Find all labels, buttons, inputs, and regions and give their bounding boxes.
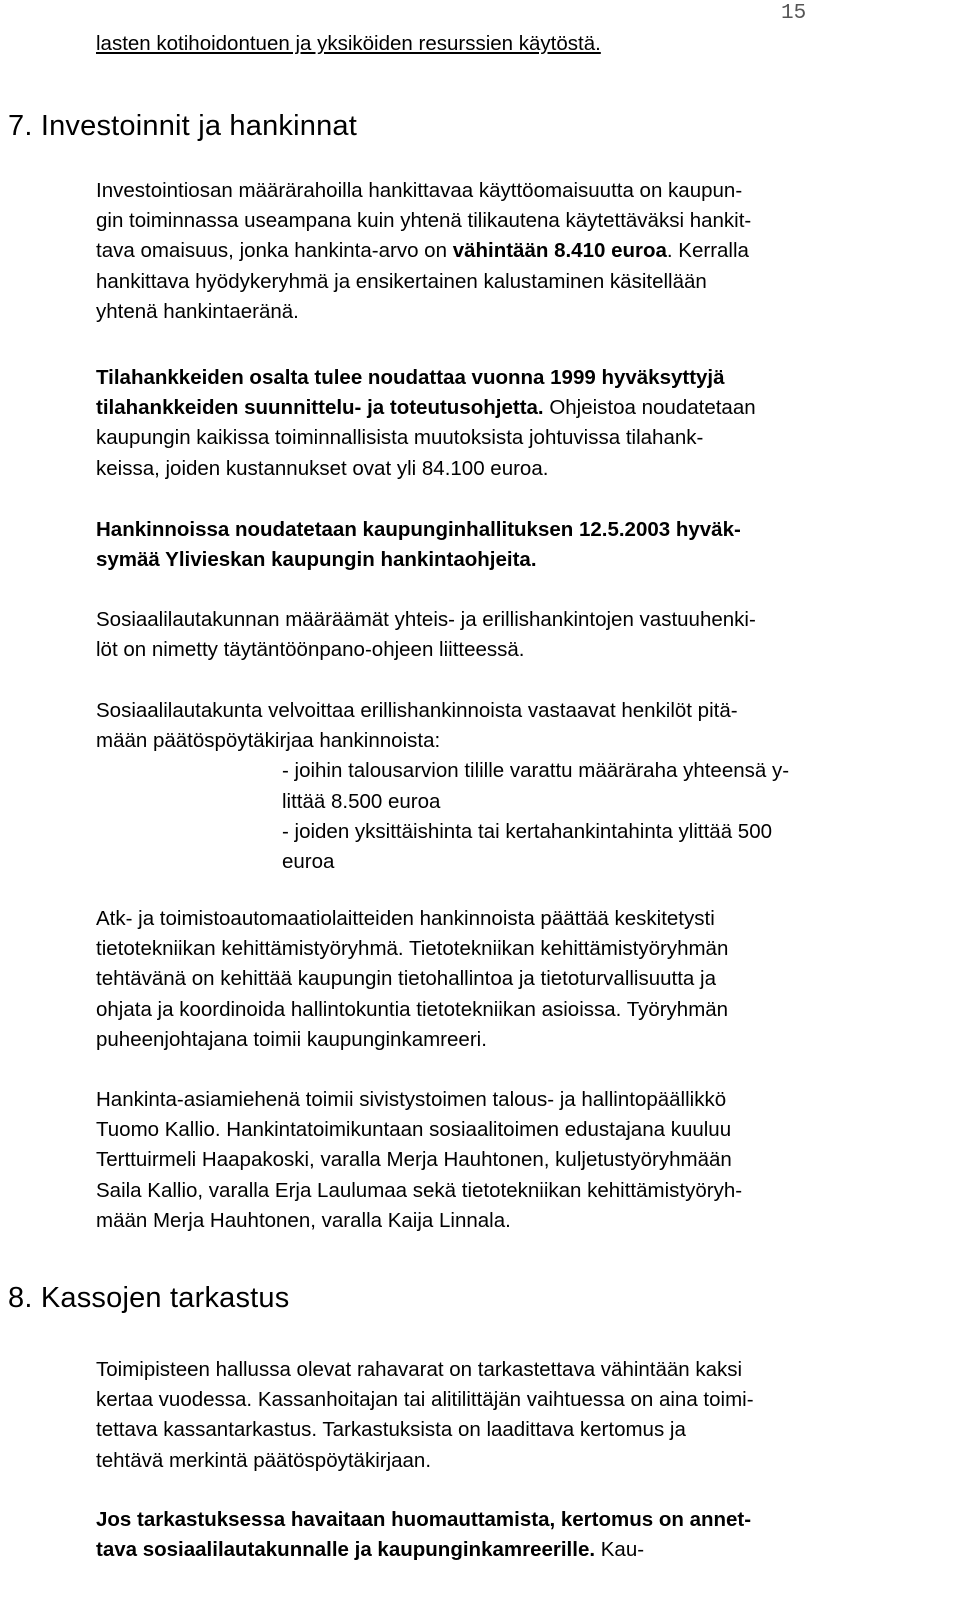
text-line: ohjata ja koordinoida hallintokuntia tietotekniikan asioissa. Työryhmän [96, 997, 729, 1021]
list-item-continuation: euroa [282, 850, 335, 874]
text-run: Kau- [595, 1538, 645, 1562]
bold-text-line: symää Ylivieskan kaupungin hankintaohjeita. [96, 548, 537, 572]
text-line: Atk- ja toimistoautomaatiolaitteiden hankinnoista päättää keskitetysti [96, 907, 715, 930]
text-line: mään päätöspöytäkirjaa hankinnoista: [96, 729, 441, 753]
section-7-heading: 7. Investoinnit ja hankinnat [8, 110, 357, 142]
text-line: Tuomo Kallio. Hankintatoimikuntaan sosiaalitoimen edustajana kuuluu [96, 1118, 732, 1142]
text-line: Hankinta-asiamiehenä toimii sivistystoimen talous- ja hallintopäällikkö [96, 1088, 727, 1111]
text-line: mään Merja Hauhtonen, varalla Kaija Linnala. [96, 1208, 511, 1232]
text-run: tava omaisuus, jonka hankinta-arvo on [96, 239, 453, 263]
text-line: Investointiosan määrärahoilla hankittavaa käyttöomaisuutta on kaupun- [96, 179, 743, 202]
bold-text-line: Tilahankkeiden osalta tulee noudattaa vuonna 1999 hyväksyttyjä [96, 366, 725, 389]
bold-text-line: Hankinnoissa noudatetaan kaupunginhallituksen 12.5.2003 hyväk- [96, 518, 741, 541]
text-run: . Kerralla [666, 239, 749, 263]
paragraph-responsible-persons [96, 605, 941, 665]
text-line: tietotekniikan kehittämistyöryhmä. Tietotekniikan kehittämistyöryhmän [96, 937, 729, 961]
text-line: keissa, joiden kustannukset ovat yli 84.100 euroa. [96, 456, 549, 480]
text-line: yhtenä hankintaeränä. [96, 299, 299, 323]
section-8-heading: 8. Kassojen tarkastus [8, 1282, 290, 1314]
paragraph-procurement-guidelines [96, 515, 941, 575]
text-line: Toimipisteen hallussa olevat rahavarat on tarkastettava vähintään kaksi [96, 1358, 743, 1381]
paragraph-cash-audit [96, 1355, 941, 1476]
paragraph-space-projects [96, 363, 941, 484]
paragraph-procurement-agents [96, 1085, 941, 1236]
bold-text: vähintään 8.410 euroa [452, 239, 667, 263]
list-item: - joiden yksittäishinta tai kertahankintahinta ylittää 500 [282, 819, 773, 843]
paragraph-minutes-obligation [96, 696, 941, 877]
header-line: lasten kotihoidontuen ja yksiköiden resurssien käytöstä. [96, 32, 601, 55]
text-line: Sosiaalilautakunta velvoittaa erillishankinnoista vastaavat henkilöt pitä- [96, 699, 738, 722]
paragraph-it-procurement [96, 904, 941, 1055]
paragraph-audit-findings [96, 1505, 941, 1565]
text-line [96, 236, 941, 266]
bold-text: tava sosiaalilautakunnalle ja kaupunginkamreerille. [96, 1538, 596, 1562]
text-line: kertaa vuodessa. Kassanhoitajan tai alitilittäjän vaihtuessa on aina toimi- [96, 1388, 754, 1412]
text-line [96, 393, 941, 423]
text-run: Ohjeistoa noudatetaan [543, 396, 756, 420]
text-line: Saila Kallio, varalla Erja Laulumaa sekä tietotekniikan kehittämistyöryh- [96, 1178, 743, 1202]
text-line: kaupungin kaikissa toiminnallisista muutoksista johtuvissa tilahank- [96, 426, 704, 450]
text-line: hankittava hyödykeryhmä ja ensikertainen kalustaminen käsitellään [96, 269, 707, 293]
page-number: 15 [781, 2, 807, 25]
text-line: tehtävänä on kehittää kaupungin tietohallintoa ja tietoturvallisuutta ja [96, 967, 716, 991]
text-line: tettava kassantarkastus. Tarkastuksista on laadittava kertomus ja [96, 1418, 686, 1442]
text-line: Terttuirmeli Haapakoski, varalla Merja Hauhtonen, kuljetustyöryhmään [96, 1148, 732, 1172]
bold-text: tilahankkeiden suunnittelu- ja toteutusohjetta. [96, 396, 544, 420]
text-line: tehtävä merkintä päätöspöytäkirjaan. [96, 1448, 432, 1472]
text-line: Sosiaalilautakunnan määräämät yhteis- ja erillishankintojen vastuuhenki- [96, 608, 756, 631]
list-item-continuation: littää 8.500 euroa [282, 789, 441, 813]
bold-text-line: Jos tarkastuksessa havaitaan huomauttamista, kertomus on annet- [96, 1508, 752, 1531]
text-line: puheenjohtajana toimii kaupunginkamreeri. [96, 1027, 487, 1051]
text-line [96, 1535, 941, 1565]
paragraph-investment-definition [96, 176, 941, 327]
list-item: - joihin talousarvion tilille varattu määräraha yhteensä y- [282, 759, 790, 783]
text-line: löt on nimetty täytäntöönpano-ohjeen liitteessä. [96, 638, 525, 662]
text-line: gin toiminnassa useampana kuin yhtenä tilikautena käytettäväksi hankit- [96, 209, 752, 233]
